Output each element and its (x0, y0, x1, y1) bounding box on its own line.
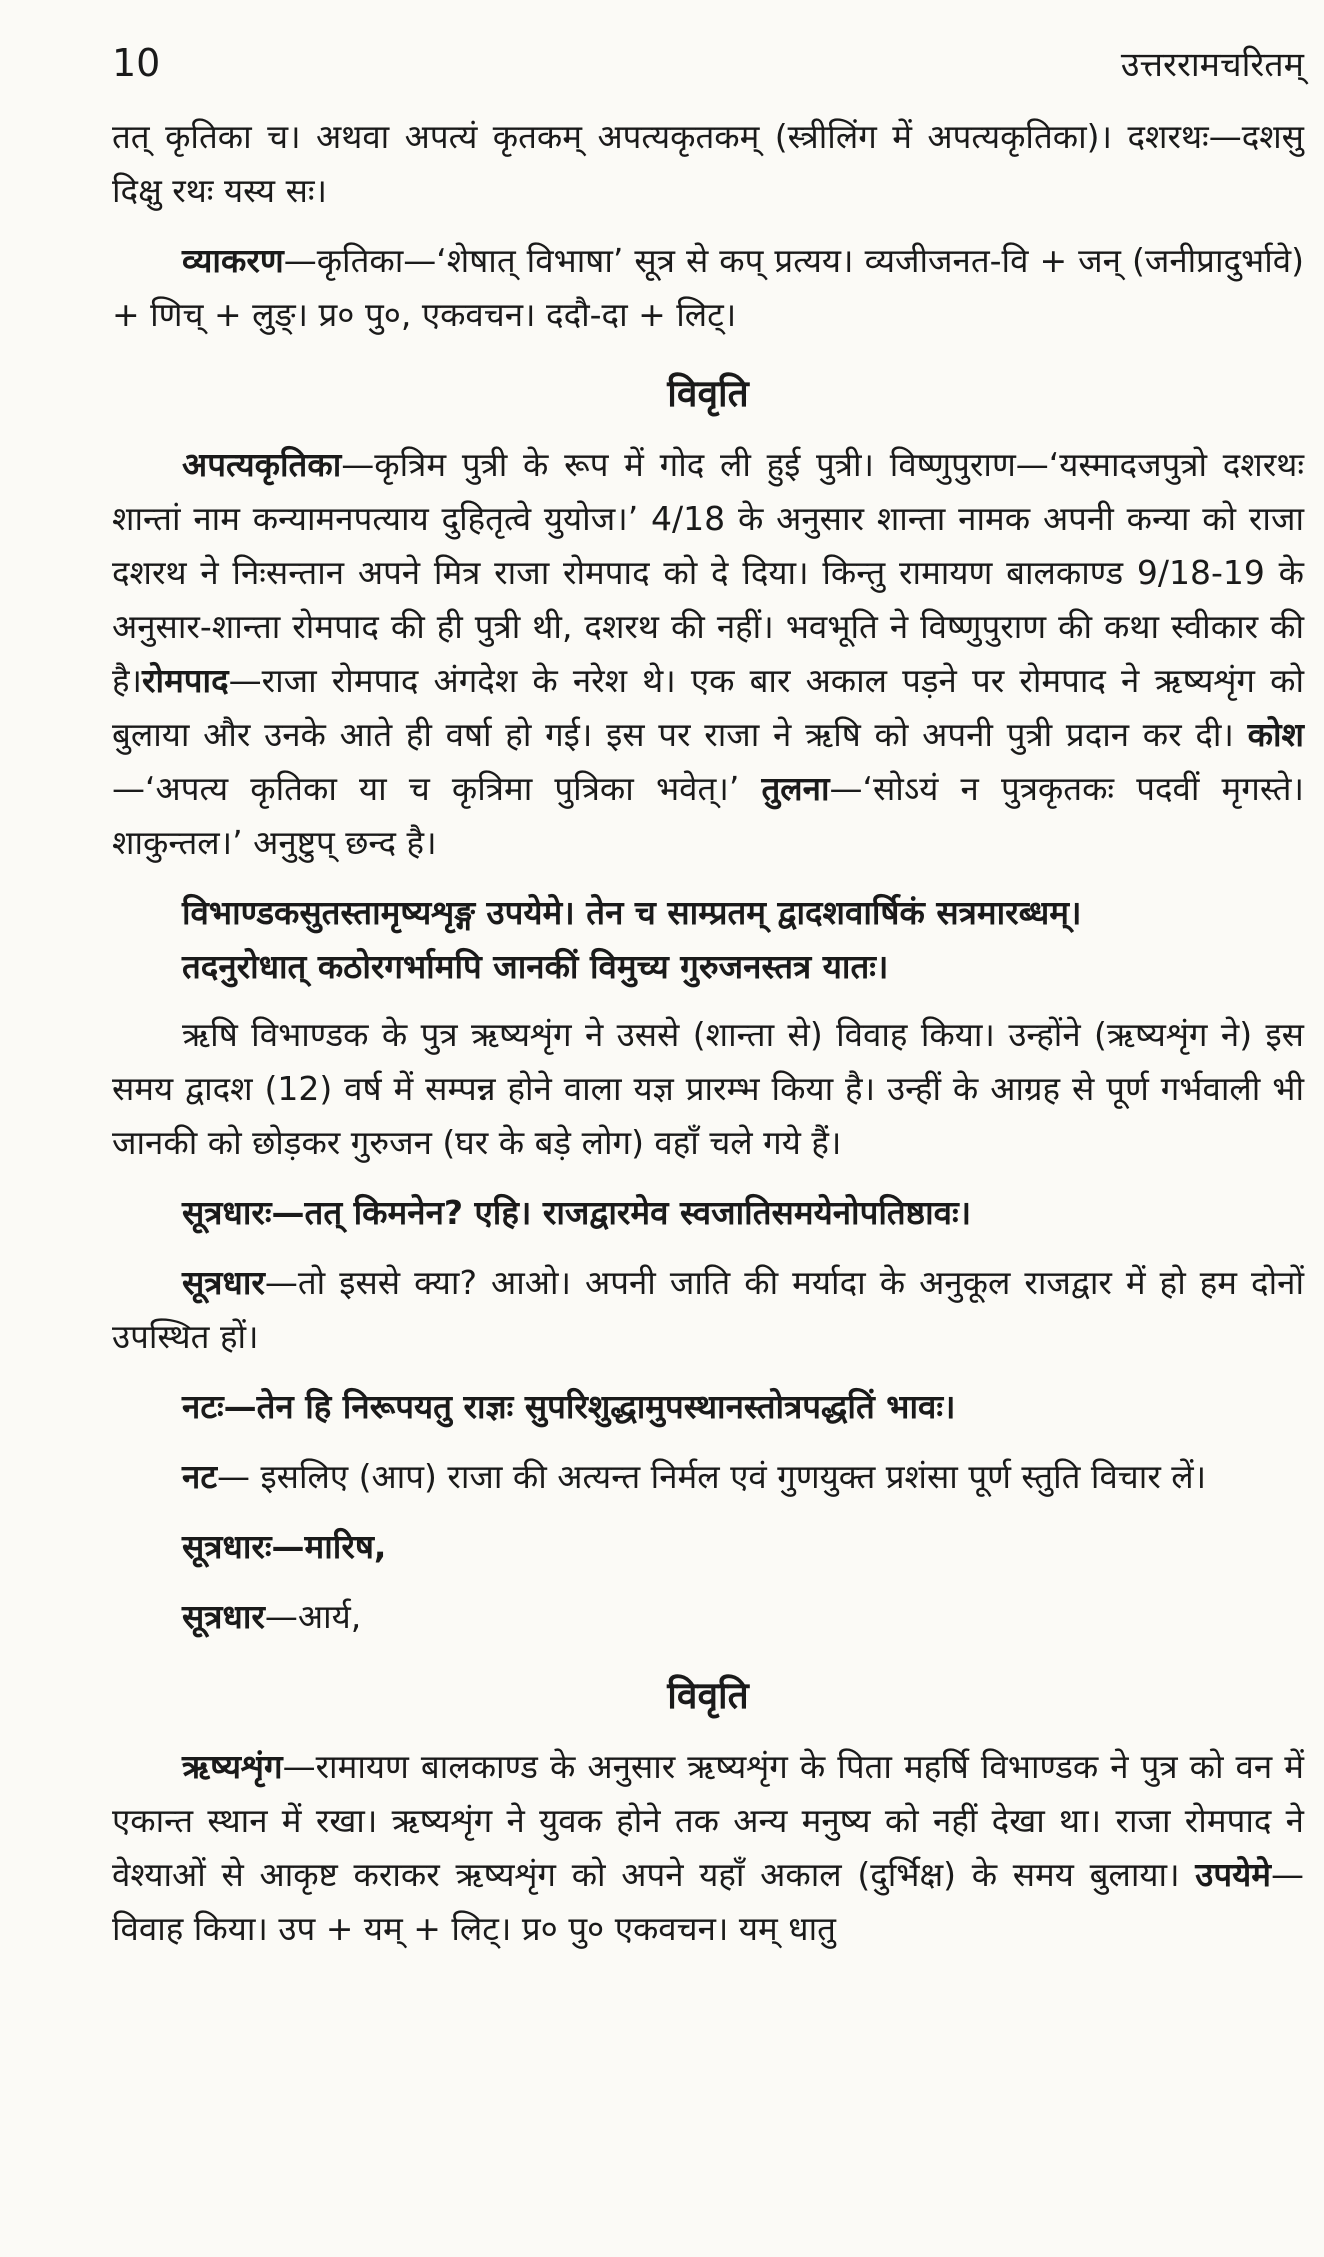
speaker-nata: नट (182, 1457, 217, 1496)
dialogue-sutradhara-arya (112, 1590, 1304, 1644)
term-vyakarana: व्याकरण (182, 241, 284, 280)
vivriti1-text2: —राजा रोमपाद अंगदेश के नरेश थे। एक बार अकाल पड़ने पर रोमपाद ने ऋष्यशृंग को बुलाया और उनके आते ही वर्षा हो गई। इस पर राजा ने ऋषि को अपनी पुत्री प्रदान कर दी। (112, 661, 1304, 754)
term-rishyashringa: ऋष्यशृंग (182, 1747, 283, 1786)
paragraph-vivriti-1 (112, 438, 1304, 870)
dialogue-text: —तत् किमनेन? एहि। राजद्वारमेव स्वजातिसमयेनोपतिष्ठावः। (271, 1193, 972, 1232)
vivriti2-text1: —रामायण बालकाण्ड के अनुसार ऋष्यशृंग के पिता महर्षि विभाण्डक ने पुत्र को वन में एकान्त स्थान में रखा। ऋष्यशृंग ने युवक होने तक अन्य मनुष्य को नहीं देखा था। राजा रोमपाद ने वेश्याओं से आकृष्ट कराकर ऋष्यशृंग को अपने यहाँ अकाल (दुर्भिक्ष) के समय बुलाया। (112, 1747, 1304, 1894)
vivriti1-text4: —‘सोऽयं न पुत्रकृतकः पदवीं मृगस्ते। शाकुन्तल।’ अनुष्टुप् छन्द है। (112, 769, 1304, 862)
speaker-nata: नटः (182, 1387, 224, 1426)
section-title-vivriti-1: विवृति (667, 372, 749, 415)
vivriti1-text1: —कृत्रिम पुत्री के रूप में गोद ली हुई पुत्री। विष्णुपुराण—‘यस्मादजपुत्रो दशरथः शान्तां नाम कन्यामनपत्याय दुहितृत्वे युयोज।’ 4/18 के अनुसार शान्ता नामक अपनी कन्या को राजा दशरथ ने निःसन्तान अपने मित्र राजा रोमपाद को दे दिया। किन्तु रामायण बालकाण्ड 9/18-19 के अनुसार-शान्ता रोमपाद की ही पुत्री थी, दशरथ की नहीं। भवभूति ने विष्णुपुराण की कथा स्वीकार की है। (112, 445, 1304, 700)
term-kosha: कोश (1247, 715, 1304, 754)
speaker-sutradhara: सूत्रधारः (182, 1193, 272, 1232)
term-apatyakritika: अपत्यकृतिका (182, 445, 342, 484)
dialogue-text: —मारिष, (271, 1527, 387, 1566)
translation-paragraph-1: ऋषि विभाण्डक के पुत्र ऋष्यशृंग ने उससे (शान्ता से) विवाह किया। उन्होंने (ऋष्यशृंग ने) इस समय द्वादश (12) वर्ष में सम्पन्न होने वाला यज्ञ प्रारम्भ किया है। उन्हीं के आग्रह से पूर्ण गर्भवाली भी जानकी को छोड़कर गुरुजन (घर के बड़े लोग) वहाँ चले गये हैं। (112, 1015, 1304, 1162)
verse-line-2: तदनुरोधात् कठोरगर्भामपि जानकीं विमुच्य गुरुजनस्तत्र यातः। (182, 947, 889, 986)
page-header (112, 40, 1304, 110)
dialogue-nata-sanskrit (112, 1380, 1304, 1434)
running-title: उत्तररामचरितम् (1120, 45, 1304, 85)
dialogue-text: — इसलिए (आप) राजा की अत्यन्त निर्मल एवं गुणयुक्त प्रशंसा पूर्ण स्तुति विचार लें। (216, 1457, 1207, 1496)
speaker-sutradhara: सूत्रधारः (182, 1527, 272, 1566)
sanskrit-verse-1 (112, 886, 1304, 994)
dialogue-nata-hindi (112, 1450, 1304, 1504)
verse-line-1: विभाण्डकसुतस्तामृष्यशृङ्ग उपयेमे। तेन च साम्प्रतम् द्वादशवार्षिकं सत्रमारब्धम्। (182, 893, 1082, 932)
vyakarana-text: —कृतिका—‘शेषात् विभाषा’ सूत्र से कप् प्रत्यय। व्यजीजनत-वि + जन् (जनीप्रादुर्भावे) + णिच् + लुङ्। प्र० पु०, एकवचन। ददौ-दा + लिट्। (112, 241, 1304, 334)
paragraph-continuation: तत् कृतिका च। अथवा अपत्यं कृतकम् अपत्यकृतकम् (स्त्रीलिंग में अपत्यकृतिका)। दशरथः—दशसु दिक्षु रथः यस्य सः। (112, 117, 1304, 210)
dialogue-text: —तो इससे क्या? आओ। अपनी जाति की मर्यादा के अनुकूल राजद्वार में हो हम दोनों उपस्थित हों। (112, 1263, 1304, 1356)
paragraph-vyakarana (112, 234, 1304, 342)
page-number: 10 (112, 41, 161, 85)
term-upayeme: उपयेमे (1195, 1855, 1271, 1894)
vivriti2-text2: —विवाह किया। उप + यम् + लिट्। प्र० पु० एकवचन। यम् धातु (112, 1855, 1304, 1948)
section-title-vivriti-2: विवृति (667, 1674, 749, 1717)
page-content (112, 110, 1304, 1956)
term-tulana: तुलना (761, 769, 830, 808)
term-romapada: रोमपाद (142, 661, 229, 700)
paragraph-vivriti-2 (112, 1740, 1304, 1956)
vivriti1-text3: —‘अपत्य कृतिका या च कृत्रिमा पुत्रिका भवेत्।’ (112, 769, 740, 808)
dialogue-sutradhara-hindi (112, 1256, 1304, 1364)
speaker-sutradhara: सूत्रधार (182, 1263, 265, 1302)
dialogue-sutradhara-marisha (112, 1520, 1304, 1574)
speaker-sutradhara: सूत्रधार (182, 1597, 265, 1636)
dialogue-sutradhara-sanskrit (112, 1186, 1304, 1240)
dialogue-text: —तेन हि निरूपयतु राज्ञः सुपरिशुद्धामुपस्थानस्तोत्रपद्धतिं भावः। (223, 1387, 956, 1426)
dialogue-text: —आर्य, (264, 1597, 362, 1636)
